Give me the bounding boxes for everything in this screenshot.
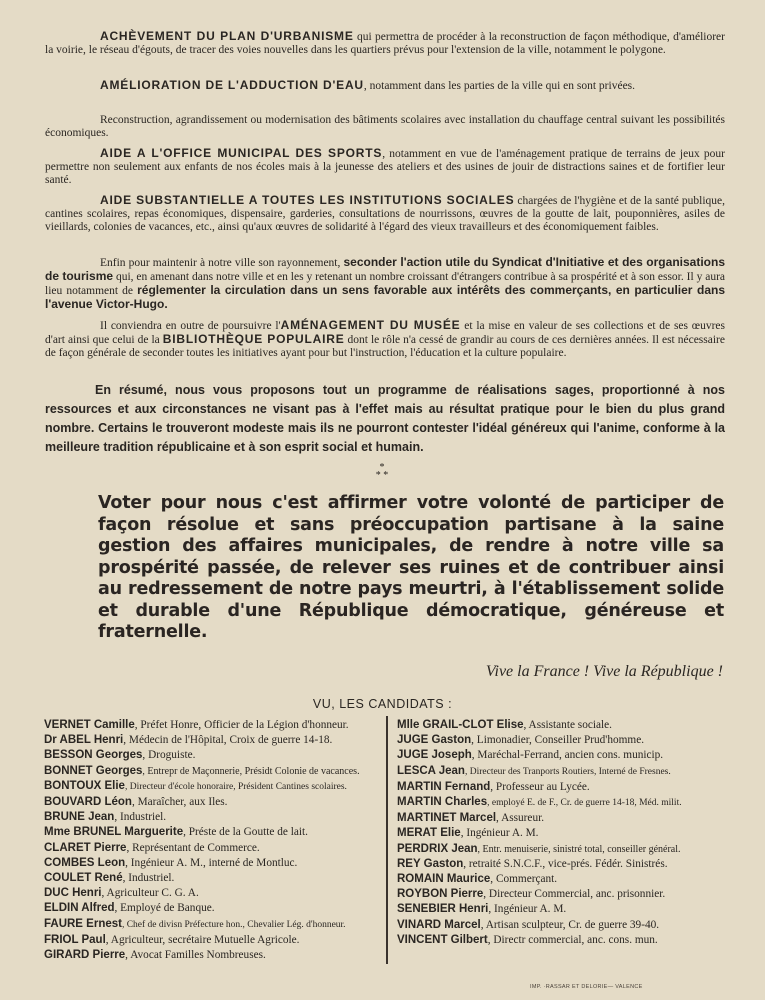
text-sports: , notamment en vue de l'aménagement pratique de terrains de jeux pour permettre non seulement aux enfants de nos écoles mais à la jeunesse des ateliers et des usines de jouir de distractions saines et de fortifier leur santé. — [45, 148, 725, 186]
candidate-desc: , Ingénieur A. M. — [488, 903, 567, 916]
candidate-name: ROMAIN Maurice — [397, 873, 491, 886]
paragraph-adduction — [45, 79, 725, 93]
candidate-name: MARTIN Charles — [397, 796, 488, 809]
candidate-desc: , Agriculteur, secrétaire Mutuelle Agricole. — [105, 933, 300, 946]
candidate-row — [44, 795, 384, 810]
candidate-desc: , Avocat Familles Nombreuses. — [125, 949, 266, 962]
candidate-name: JUGE Joseph — [397, 749, 472, 762]
candidate-desc: , Employé de Banque. — [114, 902, 215, 915]
candidate-desc: , Maraîcher, aux Iles. — [131, 796, 228, 809]
text-institutions: chargées de l'hygiène et de la santé publique, cantines scolaires, repas économiques, dispensaire, garderies, consultations de nourrissons, œuvres de la goutte de lait, pouponnières, asiles de vieillards, colonies de vacances, etc., ainsi qu'aux œuvres de solidarité à l'égard des vieux travailleurs et des économiquement faibles. — [45, 195, 725, 233]
candidate-name: Mme BRUNEL Marguerite — [44, 826, 184, 839]
candidate-desc: , retraité S.N.C.F., vice-prés. Fédér. Sinistrés. — [463, 857, 668, 870]
asterisk-top: * — [379, 462, 385, 473]
heading-musee: AMÉNAGEMENT DU MUSÉE — [280, 318, 461, 332]
candidate-row — [397, 826, 732, 841]
candidate-desc: , Ingénieur A. M., interné de Montluc. — [125, 856, 298, 869]
candidates-title: VU, LES CANDIDATS : — [312, 697, 453, 711]
candidate-row — [397, 887, 732, 902]
candidate-name: FRIOL Paul — [44, 933, 106, 946]
candidate-row — [397, 764, 732, 780]
candidate-desc: , Artisan sculpteur, Cr. de guerre 39-40. — [480, 918, 660, 931]
candidate-desc: , Industriel. — [122, 872, 175, 885]
candidate-name: DUC Henri — [44, 887, 102, 900]
candidate-row — [397, 811, 732, 826]
candidate-row — [397, 872, 732, 887]
candidate-name: BONNET Georges — [44, 764, 143, 777]
candidate-row — [397, 857, 732, 872]
candidate-row — [397, 733, 732, 748]
heading-bibliotheque: BIBLIOTHÈQUE POPULAIRE — [162, 332, 345, 346]
candidate-name: BRUNE Jean — [44, 811, 115, 824]
column-divider — [386, 716, 388, 964]
candidate-name: GIRARD Pierre — [44, 949, 126, 962]
text-adduction: , notamment dans les parties de la ville qui en sont privées. — [363, 80, 636, 92]
candidate-name: ROYBON Pierre — [397, 888, 484, 901]
candidate-name: CLARET Pierre — [44, 841, 127, 854]
separator-asterisks — [370, 464, 394, 480]
text-tourisme-c: qui, en amenant dans notre ville et en les y retenant un nombre croissant d'étrangers contribue à sa prospérité et à son essor. Il y aura lieu notamment de — [45, 271, 726, 297]
vive-la-france: Vive la France ! Vive la République ! — [485, 663, 723, 680]
candidate-name: PERDRIX Jean — [397, 842, 478, 855]
candidate-desc: , Médecin de l'Hôpital, Croix de guerre 14-18. — [123, 734, 333, 747]
text-scolaires: Reconstruction, agrandissement ou modernisation des bâtiments scolaires avec installation du chauffage central suivant les possibilités économiques. — [45, 114, 725, 139]
candidate-name: JUGE Gaston — [397, 734, 472, 747]
candidate-row — [44, 733, 384, 748]
candidates-left-column — [44, 718, 384, 963]
text-urbanisme: qui permettra de procéder à la reconstruction de façon méthodique, d'améliorer la voirie, le réseau d'égouts, de tracer des voies nouvelles dans les quartiers prévus pour l'extension de la ville, notamment le polygone. — [45, 31, 725, 56]
candidate-row — [44, 779, 384, 795]
text-musee-e: dont le rôle n'a cessé de grandir au cours de ces dernières années. Il est nécessaire de façon générale de seconder toutes les initiatives ayant pour but l'instruction, l'éducation et la culture populaire. — [45, 334, 725, 359]
printer-imprint: IMP. ·RASSAR ET DELORIE— VALENCE — [530, 984, 643, 990]
text-musee-c: et la mise en valeur de ses collections et de ses œuvres d'art ainsi que celui de la — [45, 320, 725, 346]
candidate-name: BONTOUX Elie — [44, 779, 125, 792]
candidate-desc: , Entr. menuiserie, sinistré total, conseiller général. — [477, 843, 681, 855]
candidate-row — [397, 718, 732, 733]
paragraph-scolaires — [45, 114, 725, 140]
candidate-desc: , Entrepr de Maçonnerie, Présidt Colonie de vacances. — [142, 765, 360, 777]
candidate-desc: , Commerçant. — [490, 873, 558, 886]
candidate-desc: , Professeur au Lycée. — [490, 780, 590, 793]
candidate-row — [44, 841, 384, 856]
paragraph-tourisme — [45, 256, 725, 312]
candidate-row — [44, 886, 384, 901]
candidate-row — [44, 718, 384, 733]
candidate-row — [44, 764, 384, 779]
candidate-name: ELDIN Alfred — [44, 902, 115, 915]
candidate-name: REY Gaston — [397, 857, 464, 870]
candidate-desc: , Maréchal-Ferrand, ancien cons. municip. — [471, 749, 664, 762]
heading-institutions: AIDE SUBSTANTIELLE A TOUTES LES INSTITUTIONS SOCIALES — [100, 193, 515, 207]
paragraph-sports — [45, 147, 725, 187]
candidate-desc: , Directeur des Tranports Routiers, Interné de Fresnes. — [464, 766, 671, 777]
candidate-row — [44, 810, 384, 825]
candidate-desc: , Droguiste. — [142, 749, 196, 762]
candidate-row — [44, 933, 384, 948]
candidate-name: MERAT Elie — [397, 827, 461, 840]
candidate-row — [44, 871, 384, 886]
candidate-name: Dr ABEL Henri — [44, 734, 124, 747]
text-tourisme-a: Enfin pour maintenir à notre ville son rayonnement, — [100, 257, 344, 269]
candidate-row — [397, 933, 732, 948]
text-tourisme-d: réglementer la circulation dans un sens favorable aux intérêts des commerçants, en particulier dans l'avenue Victor-Hugo. — [45, 283, 726, 311]
candidate-row — [44, 856, 384, 871]
candidate-row — [44, 901, 384, 916]
candidate-desc: , Directr commercial, anc. cons. mun. — [487, 933, 658, 946]
heading-adduction: AMÉLIORATION DE L'ADDUCTION D'EAU — [100, 78, 364, 92]
candidate-desc: , Directeur Commercial, anc. prisonnier. — [483, 888, 666, 901]
candidate-row — [44, 917, 384, 933]
candidate-name: Mlle GRAIL-CLOT Elise — [397, 719, 524, 731]
voting-appeal: Voter pour nous c'est affirmer votre volonté de participer de façon résolue et sans préoccupation partisane à la saine gestion des affaires municipales, de rendre à notre ville sa prospérité passée, de relever ses ruines et de contribuer ainsi au redressement de notre pays meurtri, à l'établissement solide et durable d'une République démocratique, généreuse et fraternelle. — [98, 493, 724, 642]
candidate-row — [44, 748, 384, 763]
candidate-row — [397, 748, 732, 763]
candidate-name: COULET René — [44, 872, 123, 885]
heading-urbanisme: ACHÈVEMENT DU PLAN D'URBANISME — [100, 29, 354, 43]
candidate-desc: , Directeur d'école honoraire, Président Cantines scolaires. — [124, 781, 347, 792]
candidate-desc: , employé E. de F., Cr. de guerre 14-18, Méd. milit. — [487, 798, 682, 809]
candidate-desc: , Préfet Honre, Officier de la Légion d'honneur. — [134, 719, 349, 731]
candidate-row — [44, 948, 384, 963]
candidate-name: BOUVARD Léon — [44, 796, 132, 809]
candidate-desc: , Assureur. — [496, 812, 545, 825]
candidate-desc: , Limonadier, Conseiller Prud'homme. — [471, 734, 645, 747]
candidate-row — [44, 825, 384, 840]
candidate-desc: , Préste de la Goutte de lait. — [183, 826, 308, 839]
paragraph-urbanisme — [45, 30, 725, 57]
heading-sports: AIDE A L'OFFICE MUNICIPAL DES SPORTS — [100, 146, 383, 160]
candidate-name: LESCA Jean — [397, 764, 465, 777]
candidate-name: COMBES Leon — [44, 856, 126, 869]
candidate-row — [397, 842, 732, 857]
paragraph-institutions — [45, 194, 725, 234]
candidates-right-column — [397, 718, 732, 948]
candidate-name: MARTIN Fernand — [397, 780, 491, 793]
candidate-row — [397, 780, 732, 795]
candidate-desc: , Représentant de Commerce. — [126, 841, 260, 854]
candidate-desc: , Agriculteur C. G. A. — [101, 887, 199, 900]
candidate-desc: , Chef de divisn Préfecture hon., Chevalier Lég. d'honneur. — [121, 919, 346, 930]
text-tourisme-b: seconder l'action utile du Syndicat d'Initiative et des organisations de tourisme — [45, 255, 725, 283]
asterisk-bottom: * * — [375, 470, 389, 481]
summary-paragraph: En résumé, nous vous proposons tout un programme de réalisations sages, proportionné à nos ressources et aux circonstances ne visant pas à l'effet mais au résultat pratique pour le bien du plus grand nombre. Certains le trouveront modeste mais ils ne pourront contester l'idéal généreux qui l'anime, conforme à la meilleure tradition républicaine et à son esprit social et humain. — [45, 383, 725, 454]
candidate-row — [397, 918, 732, 933]
candidate-desc: , Ingénieur A. M. — [460, 827, 539, 840]
candidate-name: VERNET Camille — [44, 719, 135, 731]
candidate-name: FAURE Ernest — [44, 917, 122, 930]
candidate-name: MARTINET Marcel — [397, 812, 497, 825]
candidate-desc: , Assistante sociale. — [523, 719, 612, 731]
candidate-name: SENEBIER Henri — [397, 903, 489, 916]
candidate-name: VINCENT Gilbert — [397, 933, 488, 946]
text-musee-a: Il conviendra en outre de poursuivre l' — [100, 320, 281, 332]
candidate-row — [397, 902, 732, 917]
candidate-row — [397, 795, 732, 811]
candidate-name: VINARD Marcel — [397, 918, 481, 931]
candidate-name: BESSON Georges — [44, 749, 143, 762]
paragraph-musee — [45, 319, 725, 360]
candidate-desc: , Industriel. — [114, 811, 167, 824]
